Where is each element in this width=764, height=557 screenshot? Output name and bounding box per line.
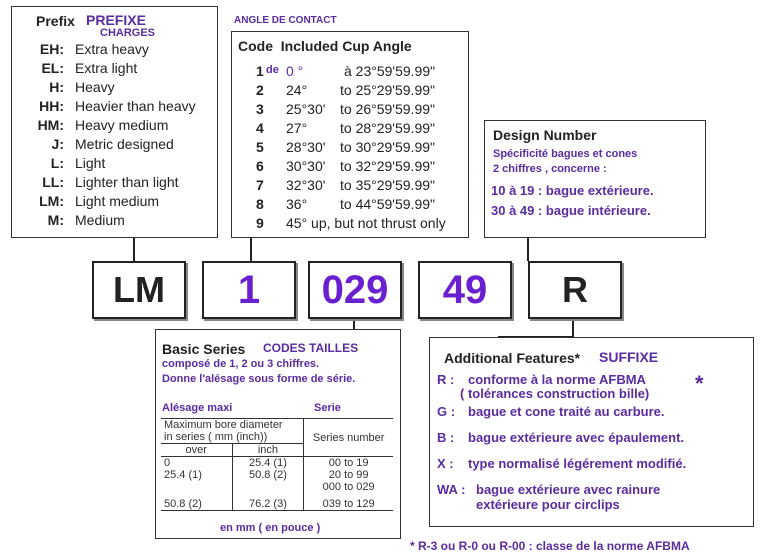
feature-text: bague et cone traité au carbure.	[468, 404, 665, 419]
connector-design	[527, 238, 529, 261]
prefix-code: M:	[47, 212, 64, 228]
design-line-2: 2 chiffres , concerne :	[493, 163, 607, 175]
prefix-desc: Heavier than heavy	[75, 98, 196, 114]
prefix-code: EL:	[41, 60, 64, 76]
prefix-code: HM:	[37, 117, 64, 133]
code-box-prefix: LM	[92, 261, 186, 319]
angle-to: to 35°29'59.99"	[340, 177, 435, 193]
basic-sub-inch: inch	[232, 444, 304, 457]
feature-code: WA :	[437, 482, 466, 497]
angle-to: à 23°59'59.99"	[344, 63, 436, 79]
prefix-desc: Metric designed	[75, 136, 174, 152]
basic-footer: en mm ( en pouce )	[220, 522, 321, 534]
angle-box	[231, 31, 469, 238]
angle-code: 1	[256, 63, 264, 79]
angle-from: 32°30'	[286, 177, 326, 193]
basic-box	[155, 329, 401, 539]
feature-code: B :	[437, 430, 455, 445]
prefix-code: HH:	[39, 98, 64, 114]
basic-title: Basic Series	[162, 341, 246, 357]
angle-to: to 32°29'59.99"	[340, 158, 435, 174]
table-row	[161, 469, 393, 481]
angle-from: 36°	[286, 196, 308, 212]
feature-text: extérieure pour circlips	[476, 497, 620, 512]
basic-th2: Series number	[312, 431, 385, 444]
angle-title-fr: ANGLE DE CONTACT	[234, 15, 337, 26]
basic-title-fr: CODES TAILLES	[263, 341, 359, 355]
basic-line-1: composé de 1, 2 ou 3 chiffres.	[162, 358, 320, 370]
prefix-code: LL:	[42, 174, 64, 190]
feature-text: type normalisé légérement modifié.	[468, 456, 687, 471]
basic-cell-inch: 25.4 (1)	[232, 457, 304, 470]
prefix-desc: Medium	[75, 212, 125, 228]
additional-title-fr: SUFFIXE	[599, 349, 659, 365]
angle-from: 30°30'	[286, 158, 326, 174]
angle-from: 27°	[286, 120, 308, 136]
design-line-1: Spécificité bagues et cones	[493, 148, 638, 160]
prefix-title: Prefix	[36, 13, 75, 29]
angle-to: to 26°59'59.99"	[340, 101, 435, 117]
feature-code: R :	[437, 372, 455, 387]
code-box-basic: 029	[308, 261, 402, 319]
prefix-subtitle-fr: CHARGES	[100, 27, 156, 39]
feature-text: conforme à la norme AFBMA	[468, 372, 646, 387]
basic-th1: Maximum bore diameter	[164, 419, 283, 431]
basic-cell-series: 00 to 19	[328, 457, 369, 469]
prefix-box	[11, 6, 218, 238]
feature-text: ( tolérances construction bille)	[460, 386, 650, 401]
basic-sub-over: over	[161, 444, 232, 457]
basic-col1-fr: Alésage maxi	[162, 402, 233, 414]
prefix-desc: Light	[75, 155, 106, 171]
basic-cell-series: 20 to 99	[328, 469, 369, 481]
prefix-desc: Heavy	[75, 79, 115, 95]
basic-cell-over	[161, 481, 232, 493]
feature-text: bague extérieure avec épaulement.	[468, 430, 685, 445]
angle-code: 8	[256, 196, 264, 212]
basic-th1b: in series ( mm (inch))	[164, 431, 268, 443]
prefix-desc: Extra light	[75, 60, 138, 76]
design-title: Design Number	[493, 127, 597, 143]
table-row	[161, 493, 393, 510]
table-row	[161, 481, 393, 493]
angle-code: 4	[256, 120, 264, 136]
design-box	[484, 120, 706, 238]
code-box-angle: 1	[202, 261, 296, 319]
angle-header: Code Included Cup Angle	[238, 38, 412, 54]
basic-cell-over: 25.4 (1)	[161, 469, 232, 481]
additional-box	[429, 337, 754, 527]
basic-cell-inch: 76.2 (3)	[232, 493, 304, 510]
angle-to: to 25°29'59.99"	[340, 82, 435, 98]
angle-code: 7	[256, 177, 264, 193]
basic-cell-series: 000 to 029	[322, 481, 375, 493]
basic-col2-fr: Serie	[314, 402, 341, 414]
angle-code-extra: de	[266, 64, 279, 76]
angle-code: 5	[256, 139, 264, 155]
prefix-code: L:	[50, 155, 64, 171]
additional-star: *	[695, 371, 704, 396]
footnote: * R-3 ou R-0 ou R-00 : classe de la norme AFBMA	[410, 539, 690, 553]
prefix-desc: Lighter than light	[75, 174, 179, 190]
basic-cell-over: 50.8 (2)	[161, 493, 232, 510]
angle-to: to 30°29'59.99"	[340, 139, 435, 155]
design-line-3: 10 à 19 : bague extérieure.	[491, 183, 654, 198]
design-line-4: 30 à 49 : bague intérieure.	[491, 203, 651, 218]
connector-additional-v	[572, 319, 574, 337]
angle-code: 6	[256, 158, 264, 174]
prefix-code: LM:	[39, 193, 64, 209]
connector-prefix	[133, 238, 135, 261]
connector-basic	[353, 319, 355, 329]
additional-title: Additional Features*	[444, 350, 581, 366]
prefix-code: J:	[51, 136, 64, 152]
basic-cell-over: 0	[161, 457, 232, 470]
feature-code: X :	[437, 456, 454, 471]
basic-line-2: Donne l'alésage sous forme de série.	[162, 373, 356, 385]
basic-cell-inch: 50.8 (2)	[232, 469, 304, 481]
angle-code: 9	[256, 215, 264, 231]
feature-code: G :	[437, 404, 456, 419]
angle-code: 3	[256, 101, 264, 117]
prefix-code: H:	[49, 79, 64, 95]
prefix-title-fr: PREFIXE	[86, 12, 146, 28]
feature-text: bague extérieure avec rainure	[476, 482, 661, 497]
prefix-code: EH:	[39, 41, 64, 57]
angle-to: to 44°59'59.99"	[340, 196, 435, 212]
angle-from: 25°30'	[286, 101, 326, 117]
basic-cell-inch	[232, 481, 304, 493]
table-row	[161, 457, 393, 470]
prefix-desc: Heavy medium	[75, 117, 169, 133]
basic-cell-series: 039 to 129	[322, 498, 375, 510]
angle-from: 28°30'	[286, 139, 326, 155]
code-box-suffix: R	[528, 261, 622, 319]
angle-from: 0 °	[286, 63, 304, 79]
basic-table	[161, 418, 393, 511]
connector-angle	[250, 238, 252, 261]
angle-from: 45° up, but not thrust only	[286, 215, 446, 231]
angle-from: 24°	[286, 82, 308, 98]
code-box-design: 49	[418, 261, 512, 319]
angle-to: to 28°29'59.99"	[340, 120, 435, 136]
prefix-desc: Extra heavy	[75, 41, 149, 57]
angle-code: 2	[256, 82, 264, 98]
prefix-desc: Light medium	[75, 193, 160, 209]
